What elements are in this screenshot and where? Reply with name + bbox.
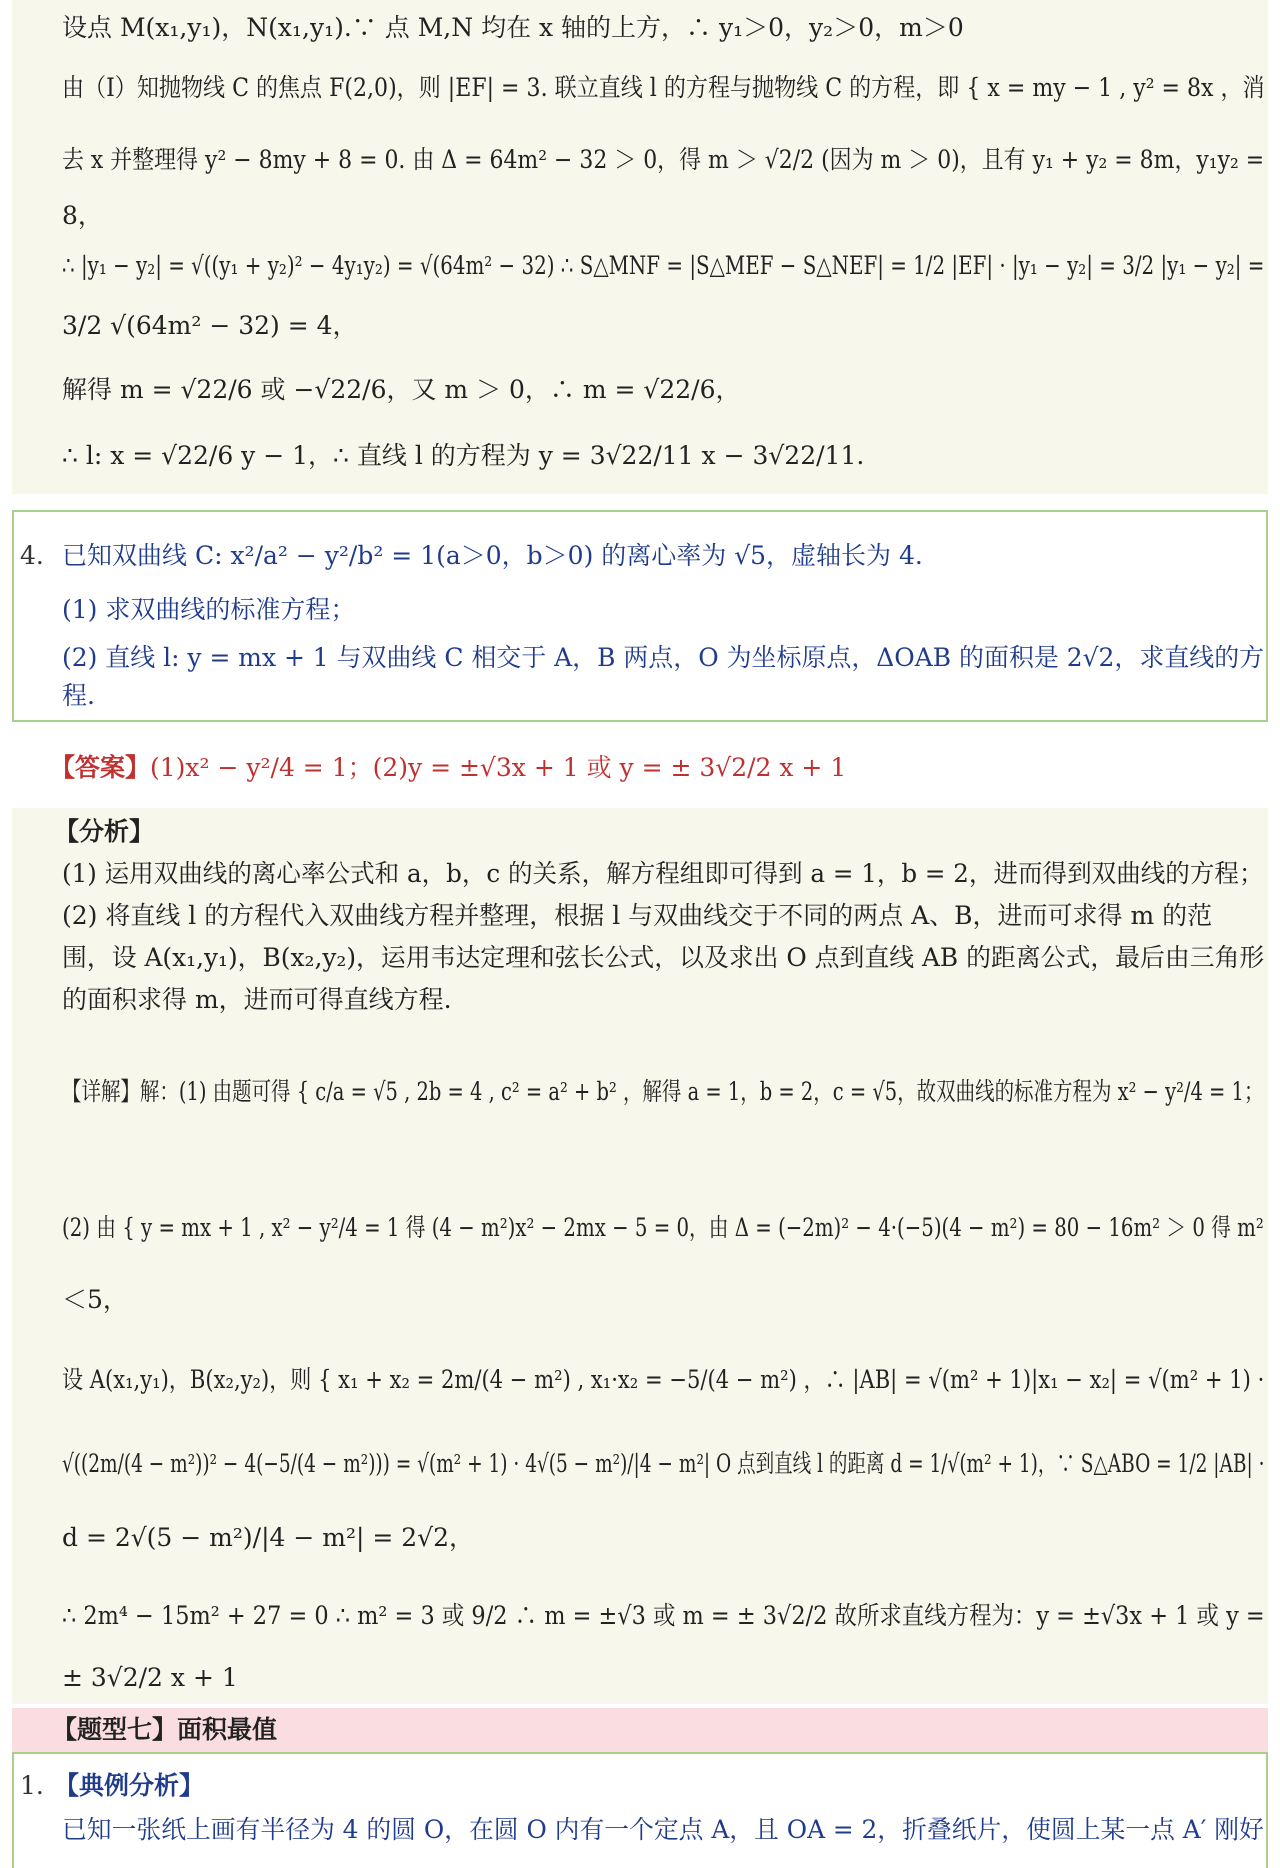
analysis-block bbox=[12, 808, 1268, 1704]
question-line: 已知双曲线 C: x²/a² − y²/b² = 1(a＞0，b＞0) 的离心率为 √5，虚轴长为 4. bbox=[62, 541, 923, 570]
solution-line: 去 x 并整理得 y² − 8my + 8 = 0. 由 Δ = 64m² − 32 ＞ 0，得 m ＞ √2/2 (因为 m ＞ 0)，且有 y₁ + y₂ = 8m，y₁y₂ = bbox=[62, 145, 1265, 174]
solution-line: 设点 M(x₁,y₁)，N(x₁,y₁).∵ 点 M,N 均在 x 轴的上方，∴ y₁＞0，y₂＞0，m＞0 bbox=[62, 13, 964, 42]
analysis-heading: 【分析】 bbox=[54, 817, 155, 846]
solution-line: ∴ l: x = √22/6 y − 1，∴ 直线 l 的方程为 y = 3√22/11 x − 3√22/11. bbox=[62, 441, 865, 470]
detail-line: 【详解】解：(1) 由题可得 { c/a = √5 , 2b = 4 , c² = a² + b² ，解得 a = 1，b = 2，c = √5，故双曲线的标准方程为 x² − y²/4 = 1； bbox=[62, 1077, 1264, 1106]
solution-line: ∴ |y₁ − y₂| = √((y₁ + y₂)² − 4y₁y₂) = √(64m² − 32) ∴ S△MNF = |S△MEF − S△NEF| = 1/2 |EF| · |y₁ − y₂| = 3/2 |y₁ − y₂| = bbox=[62, 251, 1265, 280]
solution-line: 3/2 √(64m² − 32) = 4， bbox=[62, 311, 358, 340]
detail-line: ＜5， bbox=[62, 1285, 128, 1314]
answer-text: (1)x² − y²/4 = 1；(2)y = ±√3x + 1 或 y = ± 3√2/2 x + 1 bbox=[150, 753, 847, 782]
question-box bbox=[12, 510, 1268, 722]
answer-label: 【答案】 bbox=[50, 753, 151, 782]
example-label: 【典例分析】 bbox=[54, 1771, 205, 1800]
detail-line: 设 A(x₁,y₁)，B(x₂,y₂)，则 { x₁ + x₂ = 2m/(4 − m²) , x₁·x₂ = −5/(4 − m²) ，∴ |AB| = √(m² + 1)|x₁ − x₂| = √(m² + 1) · bbox=[62, 1365, 1265, 1394]
question-number: 4. bbox=[20, 541, 44, 570]
analysis-line: 的面积求得 m，进而可得直线方程. bbox=[62, 985, 452, 1014]
detail-line: ± 3√2/2 x + 1 bbox=[62, 1663, 238, 1692]
question-line: 程. bbox=[62, 681, 95, 710]
question-line: (1) 求双曲线的标准方程； bbox=[62, 595, 356, 624]
section-heading: 【题型七】面积最值 bbox=[52, 1715, 278, 1744]
question-line: (2) 直线 l: y = mx + 1 与双曲线 C 相交于 A，B 两点，O 为坐标原点，ΔOAB 的面积是 2√2，求直线的方 bbox=[62, 643, 1265, 672]
detail-line: d = 2√(5 − m²)/|4 − m²| = 2√2， bbox=[62, 1523, 474, 1552]
solution-block-top bbox=[12, 0, 1268, 494]
detail-line: ∴ 2m⁴ − 15m² + 27 = 0 ∴ m² = 3 或 9/2 ∴ m = ±√3 或 m = ± 3√2/2 故所求直线方程为：y = ±√3x + 1 或 y = bbox=[62, 1601, 1265, 1630]
solution-line: 解得 m = √22/6 或 −√22/6，又 m ＞ 0，∴ m = √22/6， bbox=[62, 375, 741, 404]
example-text: 已知一张纸上画有半径为 4 的圆 O，在圆 O 内有一个定点 A，且 OA = 2，折叠纸片，使圆上某一点 A′ 刚好 bbox=[62, 1815, 1264, 1844]
answer-line bbox=[50, 748, 846, 788]
solution-line: 由（Ⅰ）知抛物线 C 的焦点 F(2,0)，则 |EF| = 3. 联立直线 l 的方程与抛物线 C 的方程，即 { x = my − 1 , y² = 8x ，消 bbox=[62, 73, 1265, 102]
analysis-line: 围，设 A(x₁,y₁)，B(x₂,y₂)，运用韦达定理和弦长公式，以及求出 O 点到直线 AB 的距离公式，最后由三角形 bbox=[62, 943, 1265, 972]
example-box bbox=[12, 1752, 1268, 1868]
solution-line: 8， bbox=[62, 201, 103, 230]
analysis-line: (2) 将直线 l 的方程代入双曲线方程并整理，根据 l 与双曲线交于不同的两点 A、B，进而可求得 m 的范 bbox=[62, 901, 1213, 930]
example-number: 1. bbox=[20, 1771, 44, 1800]
detail-line: (2) 由 { y = mx + 1 , x² − y²/4 = 1 得 (4 − m²)x² − 2mx − 5 = 0，由 Δ = (−2m)² − 4·(−5)(4 − m²) = 80 − 16m² ＞ 0 得 m² bbox=[62, 1213, 1264, 1242]
detail-line: √((2m/(4 − m²))² − 4(−5/(4 − m²))) = √(m² + 1) · 4√(5 − m²)/|4 − m²| O 点到直线 l 的距离 d = 1/√(m² + 1)，∵ S△ABO = 1/2 |AB| · bbox=[62, 1449, 1265, 1478]
section-heading-band bbox=[12, 1708, 1268, 1752]
analysis-line: (1) 运用双曲线的离心率公式和 a，b，c 的关系，解方程组即可得到 a = 1，b = 2，进而得到双曲线的方程； bbox=[62, 859, 1264, 888]
